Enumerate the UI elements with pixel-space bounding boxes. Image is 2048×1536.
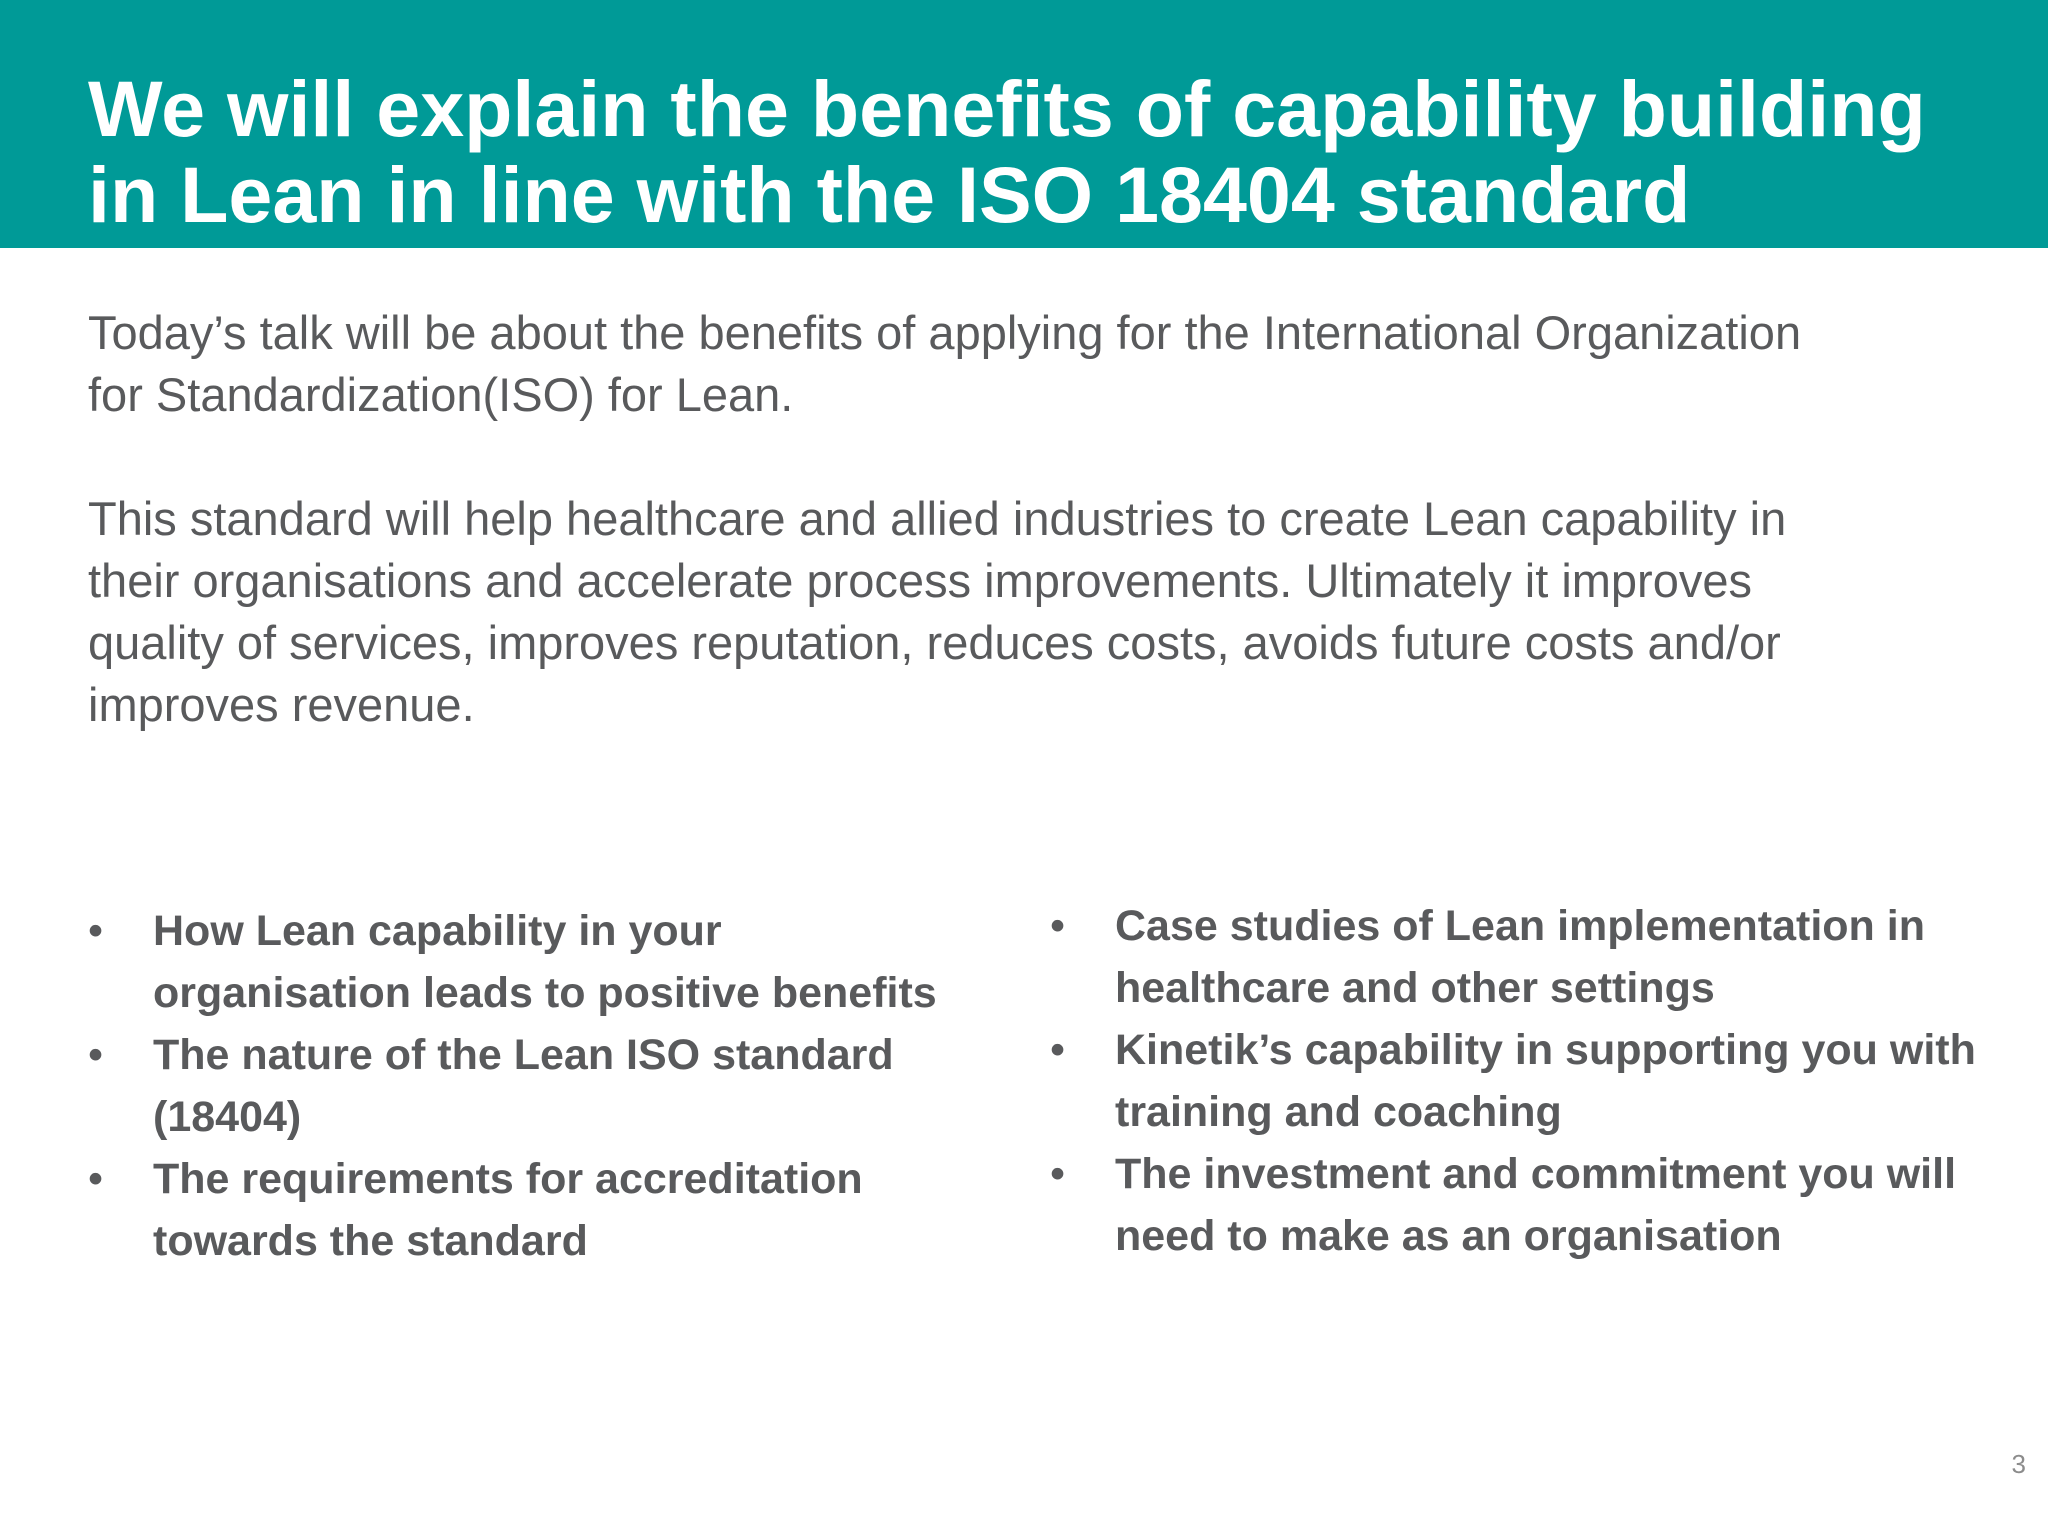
bullet-list-right [1050, 895, 2010, 1267]
bullet-icon: • [88, 1155, 104, 1203]
slide-title: We will explain the benefits of capability building in Lean in line with the ISO 18404 standard [88, 64, 1926, 239]
bullet-item [88, 1148, 988, 1272]
bullet-item [1050, 1143, 2010, 1267]
intro-paragraph-2: This standard will help healthcare and allied industries to create Lean capability in their organisations and accelerate process improvements. Ultimately it improves quality of services, improves reputation, reduces costs, avoids future costs and/or improves revenue. [88, 492, 1787, 731]
bullet-icon: • [88, 1031, 104, 1079]
bullet-list-left [88, 900, 988, 1272]
bullet-text: How Lean capability in your organisation leads to positive benefits [153, 907, 937, 1017]
bullet-text: The nature of the Lean ISO standard (18404) [153, 1031, 894, 1141]
bullet-item [1050, 895, 2010, 1019]
intro-paragraph-1: Today’s talk will be about the benefits of applying for the International Organization for Standardization(ISO) for Lean. [88, 306, 1802, 421]
bullet-text: The investment and commitment you will need to make as an organisation [1115, 1150, 1957, 1260]
bullet-text: The requirements for accreditation towards the standard [153, 1155, 863, 1265]
bullet-icon: • [1050, 1150, 1066, 1198]
intro-text [88, 302, 1808, 736]
bullet-item [88, 900, 988, 1024]
bullet-text: Kinetik’s capability in supporting you with training and coaching [1115, 1026, 1976, 1136]
bullet-item [88, 1024, 988, 1148]
bullet-icon: • [1050, 1026, 1066, 1074]
bullet-text: Case studies of Lean implementation in healthcare and other settings [1115, 902, 1925, 1012]
bullet-item [1050, 1019, 2010, 1143]
title-bar [0, 0, 2048, 248]
bullet-icon: • [88, 907, 104, 955]
bullet-icon: • [1050, 902, 1066, 950]
page-number: 3 [2011, 1449, 2026, 1479]
